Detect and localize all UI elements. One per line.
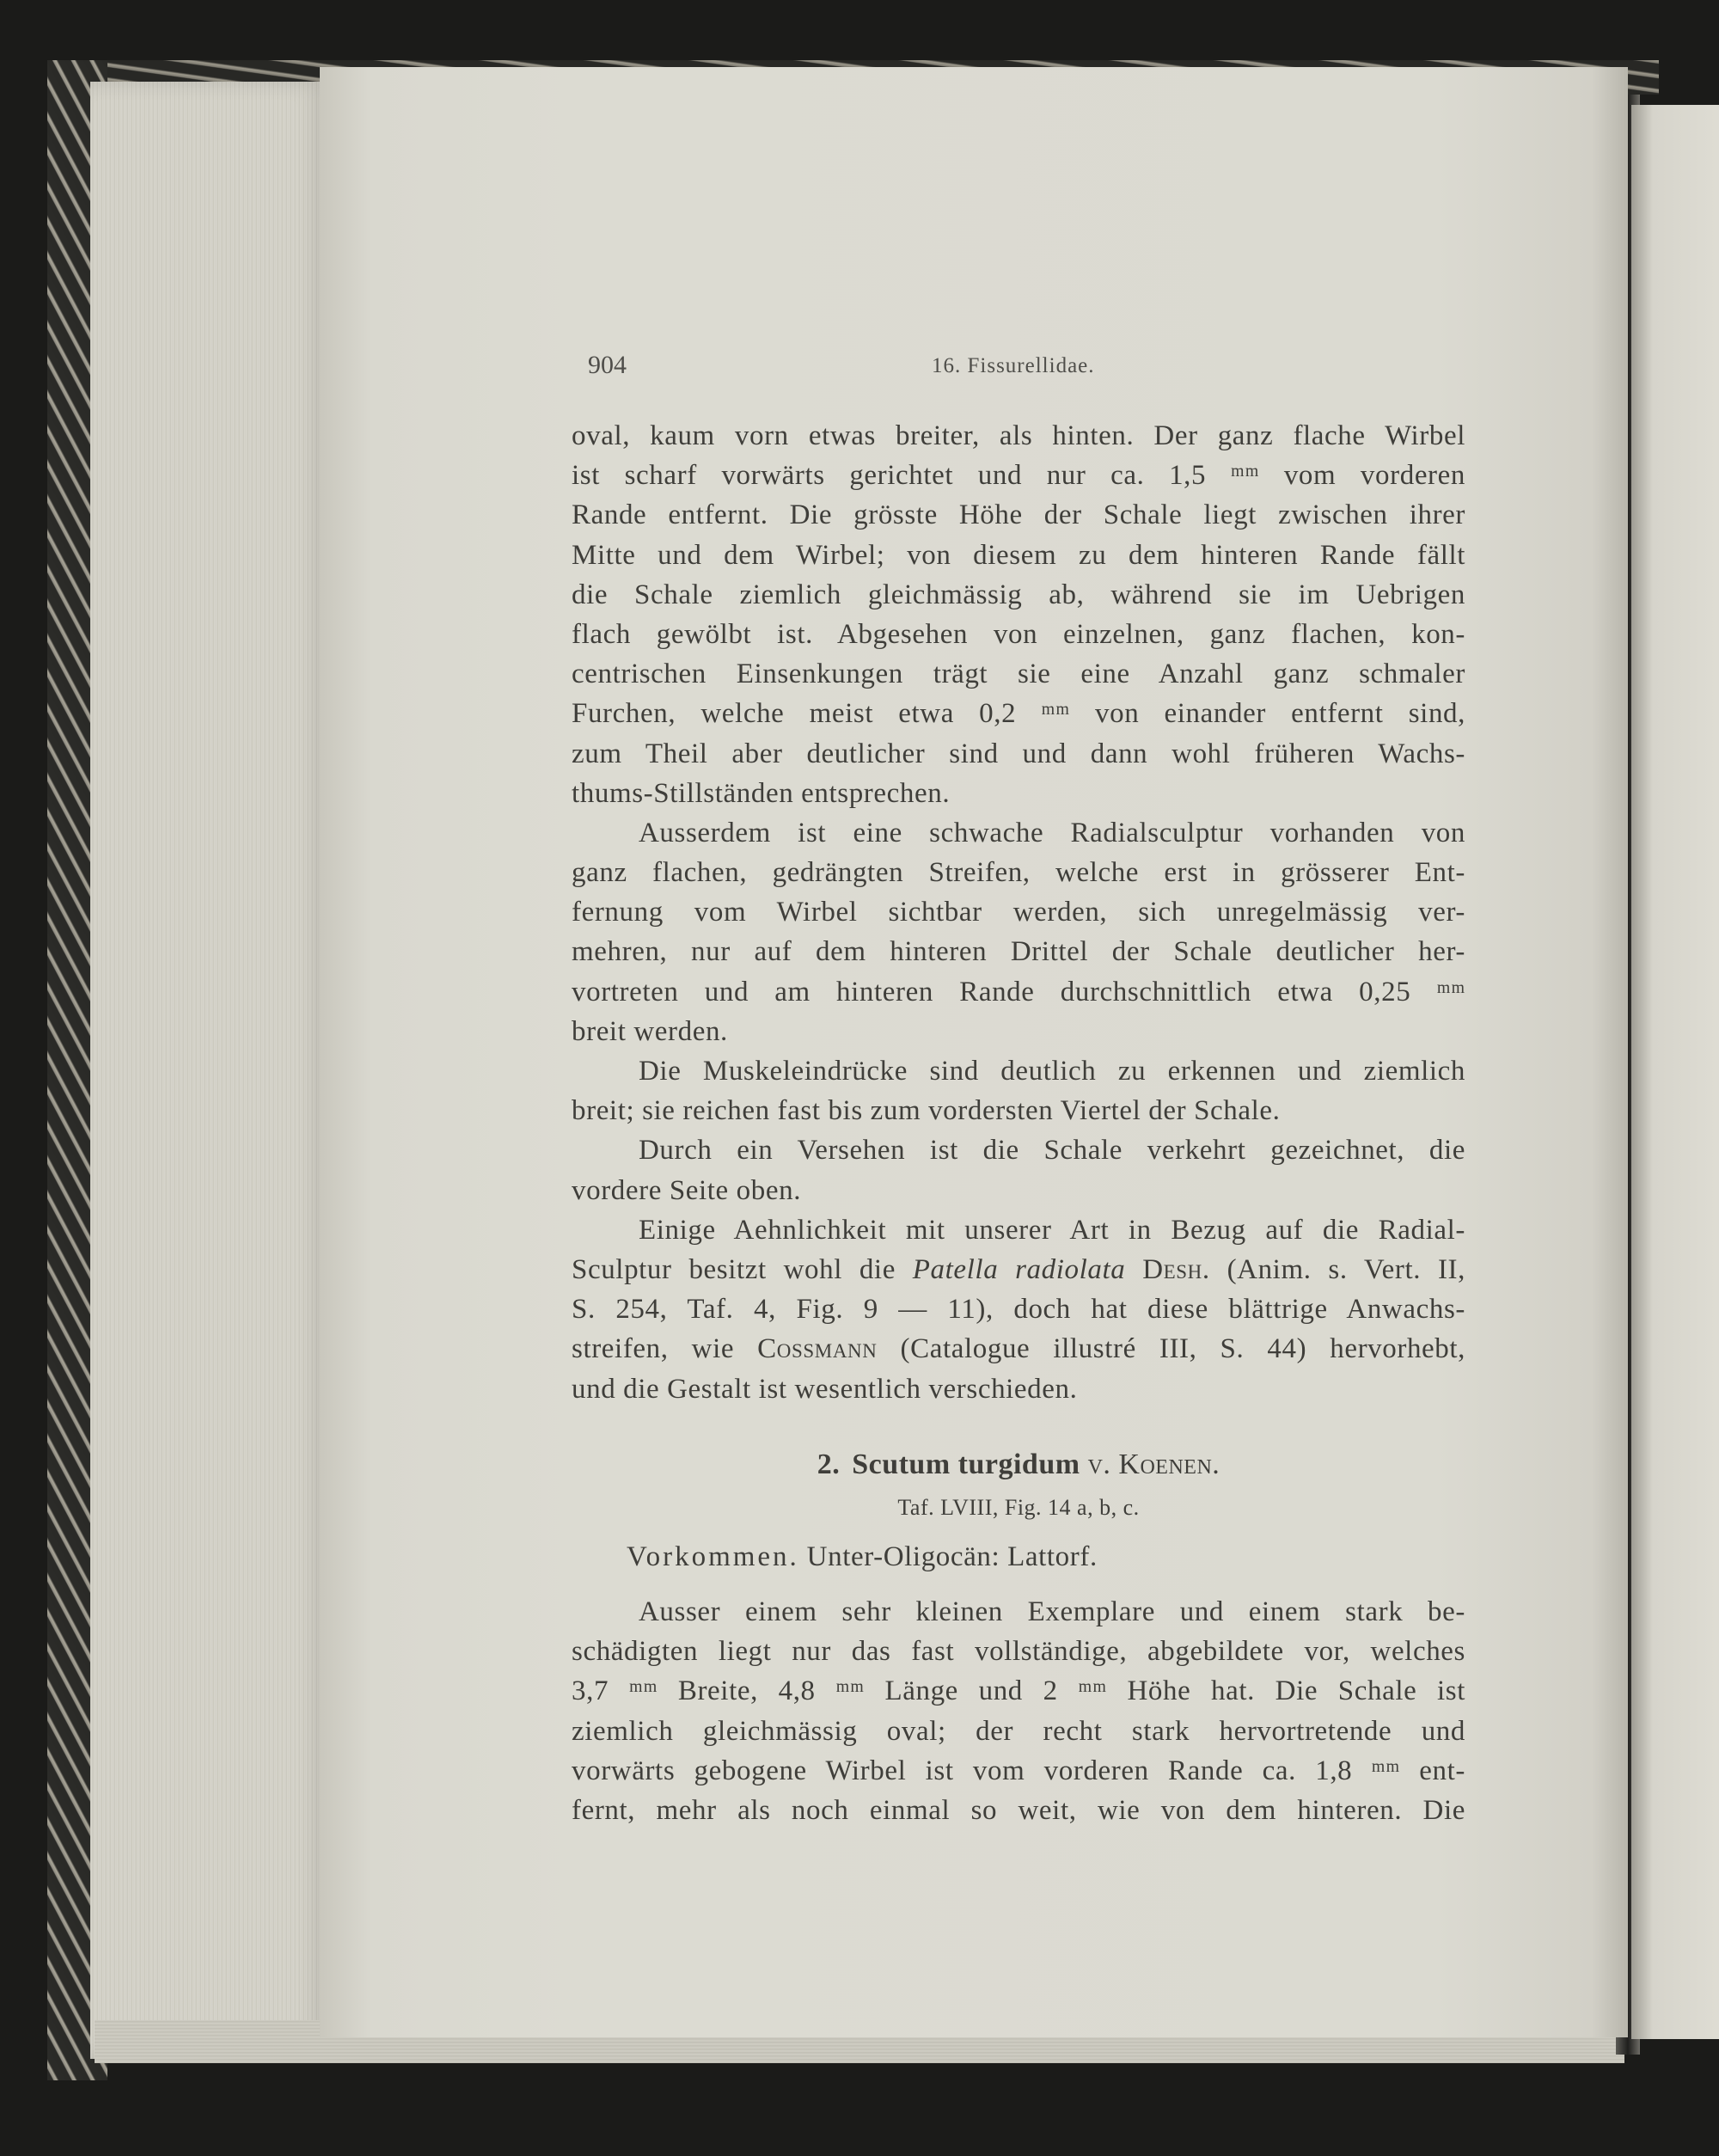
text-fragment: (Anim. s. Vert. II, bbox=[1227, 1253, 1465, 1285]
text-fragment: Sculptur besitzt wohl die bbox=[572, 1253, 896, 1285]
text-line: thums-Stillständen entsprechen. bbox=[572, 777, 951, 809]
occurrence-label: Vorkommen. bbox=[627, 1541, 799, 1572]
text-line bbox=[572, 1250, 1465, 1289]
text-line: oval, kaum vorn etwas breiter, als hinten. Der ganz flache Wirbel bbox=[572, 420, 1465, 451]
text-line: ist scharf vorwärts gerichtet und nur ca. 1,5 ᵐᵐ vom vorderen bbox=[572, 460, 1465, 492]
stacked-page-edges bbox=[90, 82, 331, 2059]
text-line: breit; sie reichen fast bis zum vordersten Viertel der Schale. bbox=[572, 1095, 1281, 1127]
species-heading-block bbox=[572, 1449, 1465, 1589]
text-line: vorwärts gebogene Wirbel ist vom vorderen Rande ca. 1,8 ᵐᵐ ent- bbox=[572, 1755, 1465, 1786]
text-line: Furchen, welche meist etwa 0,2 ᵐᵐ von einander entfernt sind, bbox=[572, 698, 1465, 730]
author-name: Cossmann bbox=[757, 1333, 878, 1365]
text-line: Rande entfernt. Die grösste Höhe der Schale liegt zwischen ihrer bbox=[572, 499, 1465, 531]
running-head bbox=[588, 351, 1473, 385]
species-citation: Patella radiolata bbox=[912, 1253, 1126, 1285]
text-line: fernung vom Wirbel sichtbar werden, sich unregelmässig ver- bbox=[572, 897, 1465, 928]
body-text-top bbox=[572, 416, 1465, 1409]
author-name: Desh. bbox=[1142, 1253, 1210, 1285]
species-name: Scutum turgidum bbox=[852, 1449, 1080, 1480]
text-line: vordere Seite oben. bbox=[572, 1174, 802, 1206]
species-heading bbox=[572, 1449, 1465, 1491]
text-line: breit werden. bbox=[572, 1015, 728, 1047]
body-text-bottom bbox=[572, 1592, 1465, 1830]
text-line: Mitte und dem Wirbel; von diesem zu dem hinteren Rande fällt bbox=[572, 539, 1465, 571]
text-line: ganz flachen, gedrängten Streifen, welche erst in grösserer Ent- bbox=[572, 857, 1465, 889]
text-line: Durch ein Versehen ist die Schale verkehrt gezeichnet, die bbox=[639, 1135, 1465, 1167]
text-line: Ausserdem ist eine schwache Radialsculptur vorhanden von bbox=[639, 817, 1465, 848]
text-line: schädigten liegt nur das fast vollständige, abgebildete vor, welches bbox=[572, 1636, 1465, 1668]
text-line: ziemlich gleichmässig oval; der recht stark hervortretende und bbox=[572, 1715, 1465, 1747]
text-line: Ausser einem sehr kleinen Exemplare und einem stark be- bbox=[639, 1596, 1465, 1627]
text-line: vortreten und am hinteren Rande durchschnittlich etwa 0,25 ᵐᵐ bbox=[572, 976, 1465, 1008]
text-line: centrischen Einsenkungen trägt sie eine Anzahl ganz schmaler bbox=[572, 658, 1465, 690]
text-line: S. 254, Taf. 4, Fig. 9 — 11), doch hat diese blättrige Anwachs- bbox=[572, 1294, 1465, 1326]
plate-reference: Taf. LVIII, Fig. 14 a, b, c. bbox=[897, 1495, 1140, 1520]
species-author: Koenen. bbox=[1118, 1449, 1220, 1480]
text-line: 3,7 ᵐᵐ Breite, 4,8 ᵐᵐ Länge und 2 ᵐᵐ Höhe hat. Die Schale ist bbox=[572, 1675, 1465, 1707]
text-line: mehren, nur auf dem hinteren Drittel der Schale deutlicher her- bbox=[572, 936, 1465, 968]
text-fragment: (Catalogue illustré III, S. 44) hervorhebt, bbox=[900, 1333, 1466, 1365]
text-line: fernt, mehr als noch einmal so weit, wie von dem hinteren. Die bbox=[572, 1794, 1465, 1826]
text-fragment: streifen, wie bbox=[572, 1333, 735, 1365]
text-line: die Schale ziemlich gleichmässig ab, während sie im Uebrigen bbox=[572, 579, 1465, 610]
author-prefix: v. bbox=[1087, 1449, 1111, 1480]
facing-page bbox=[1631, 105, 1719, 2039]
text-line: und die Gestalt ist wesentlich verschieden. bbox=[572, 1373, 1078, 1405]
text-line bbox=[572, 1329, 1465, 1369]
text-line: flach gewölbt ist. Abgesehen von einzelnen, ganz flachen, kon- bbox=[572, 618, 1465, 650]
occurrence-line bbox=[572, 1541, 1465, 1589]
page-number: 904 bbox=[588, 351, 627, 379]
section-title: 16. Fissurellidae. bbox=[932, 354, 1095, 377]
occurrence-value: Unter-Oligocän: Lattorf. bbox=[806, 1541, 1098, 1572]
text-line: Die Muskeleindrücke sind deutlich zu erkennen und ziemlich bbox=[639, 1056, 1465, 1087]
species-number: 2. bbox=[817, 1449, 841, 1480]
text-line: zum Theil aber deutlicher sind und dann wohl früheren Wachs- bbox=[572, 738, 1465, 769]
text-line: Einige Aehnlichkeit mit unserer Art in Bezug auf die Radial- bbox=[639, 1214, 1465, 1246]
